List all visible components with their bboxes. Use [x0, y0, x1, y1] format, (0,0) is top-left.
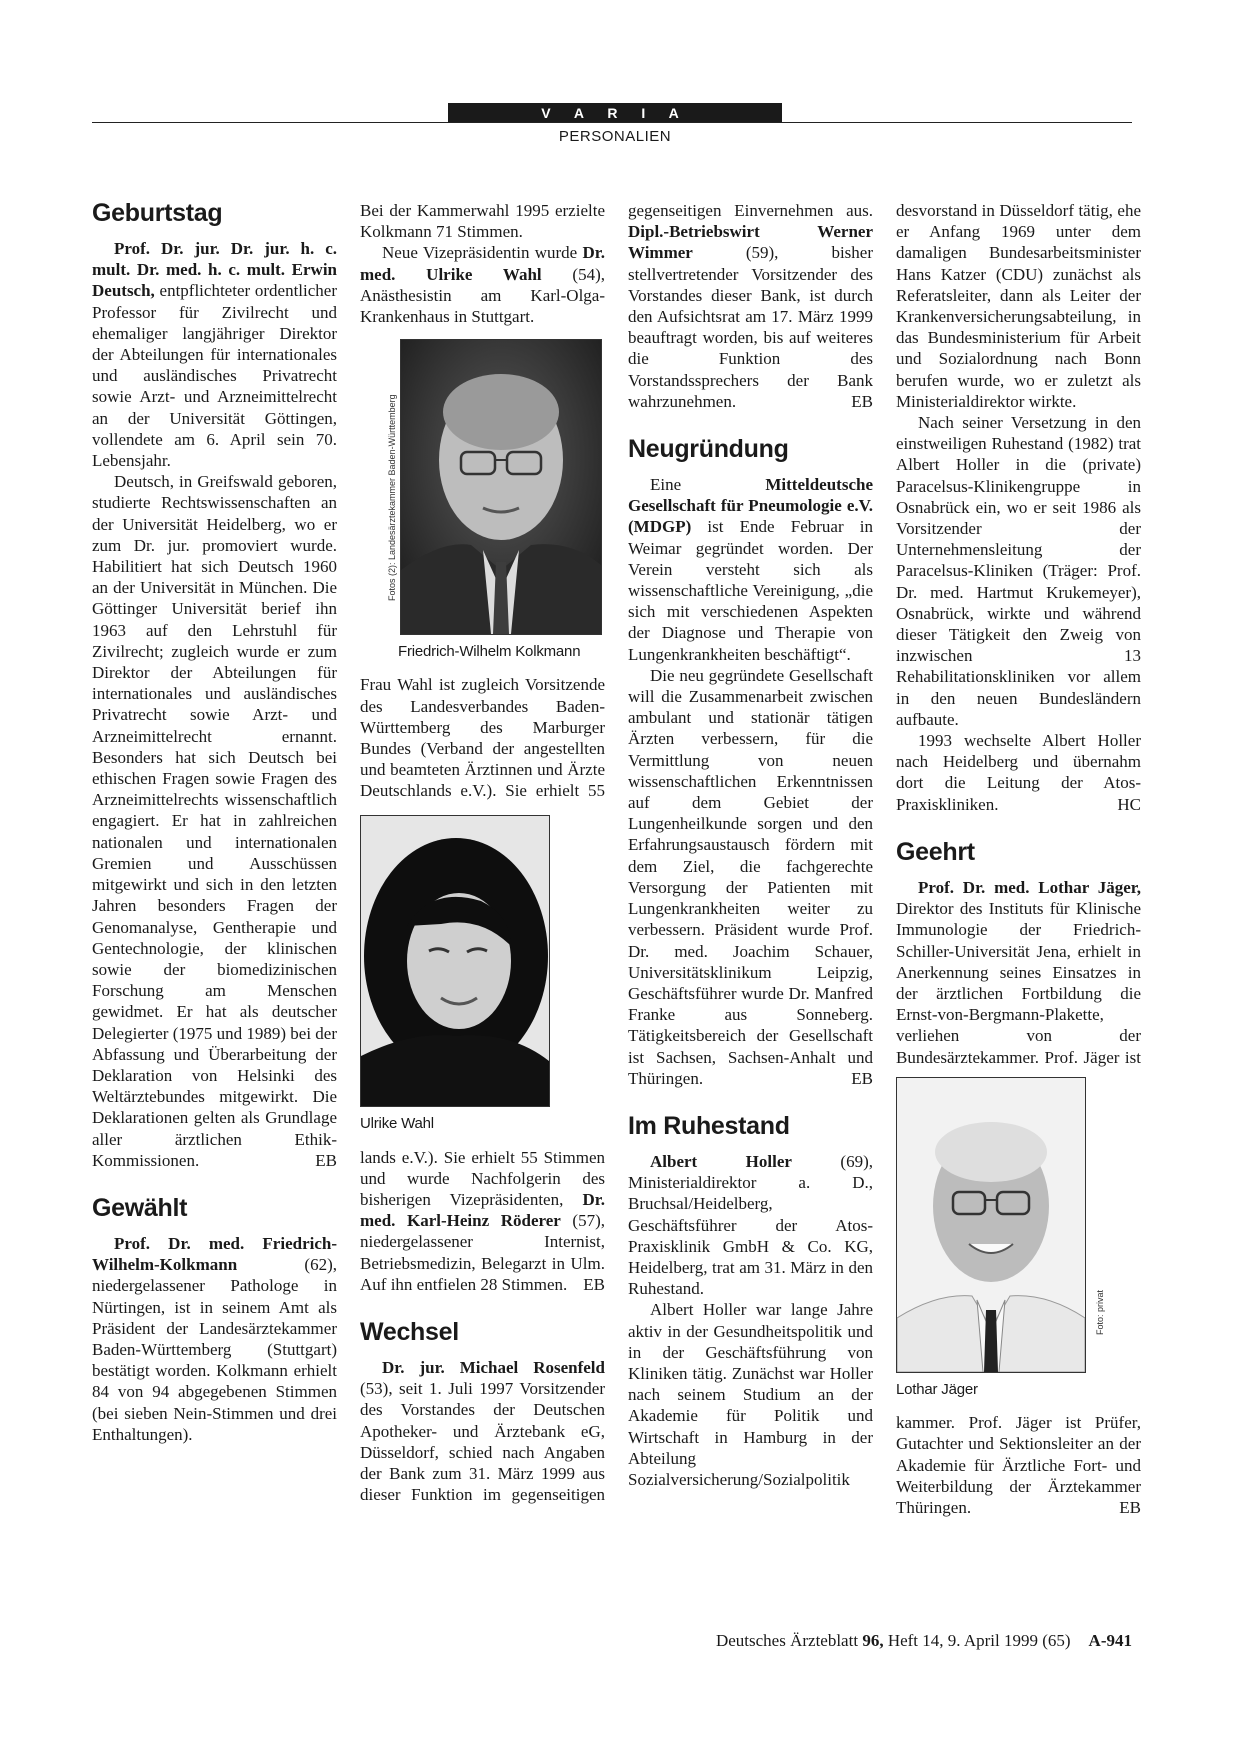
ruhestand-p3: Nach seiner Versetzung in den einstweiligen Ruhestand (1982) trat Albert Holler in die (private) Paracelsus-Klinikengruppe in Osnabrück ein, wo er seit 1986 als Vorsitzender der Unternehmensleitung der Paracelsus-Kliniken (Träger: Prof. Dr. med. Hartmut Krukemeyer), Osnabrück, wirkte und während dieser Tätigkeit den Zweig von inzwischen 13 Rehabilitationskliniken vor allem in den neuen Bundesländern aufbaute.	[896, 413, 1141, 729]
heading-geehrt: Geehrt	[896, 837, 975, 866]
column-4	[896, 200, 1141, 1518]
neugruendung-p2: Die neu gegründete Gesellschaft will die Zusammenarbeit zwischen ambulant und stationär tätigen Ärzten verbessern, für die Vermittlung von neuen wissenschaftlichen Erkenntnissen auf dem Gebiet der Lungenheilkunde sorgen und den Erfahrungsaustausch fördern mit dem Ziel, die fachgerechte Versorgung der Patienten mit Lungenkrankheiten weiter zu verbessern. Präsident wurde Prof. Dr. med. Joachim Schauer, Universitätsklinikum Leipzig, Geschäftsführer wurde Dr. Manfred Franke aus Sonneberg. Tätigkeitsbereich der Gesellschaft ist Sachsen, Sachsen-Anhalt und Thüringen. EB	[628, 665, 873, 1088]
wechsel-p1: Dr. jur. Michael Rosenfeld (53), seit 1. Juli 1997 Vorsitzender des Vorstandes der Deutschen Apotheker- und Ärztebank eG, Düsseldorf, schied nach Angaben der Bank zum 31. März 1999 aus dieser Funktion im gegenseitigen	[360, 1358, 605, 1505]
column-1	[92, 200, 337, 1445]
gewaehlt-p4-end: lands e.V.). Sie erhielt 55 Stimmen und wurde Nachfolgerin des bisherigen Vizepräsidenten, Dr. med. Karl-Heinz Röderer (57), niedergelassener Internist, Betriebsmedizin, Belegarzt in Ulm. Auf ihn entfielen 28 Stimmen. EB	[360, 1147, 605, 1294]
author-signature: HC	[1117, 794, 1141, 814]
ruhestand-p1: Albert Holler (69), Ministerialdirektor a. D., Bruchsal/Heidelberg, Geschäftsführer der Atos-Praxisklinik GmbH & Co. KG, Heidelberg, trat am 31. März in den Ruhestand.	[628, 1151, 874, 1299]
photo-credit-jaeger: Foto: privat	[1095, 1289, 1105, 1335]
column-3	[628, 200, 873, 1489]
wechsel-p1-cont: gegenseitigen Einvernehmen aus. Dipl.-Betriebswirt Werner Wimmer (59), bisher stellvertretender Vorsitzender des Vorstandes dieser Bank, ist durch den Aufsichtsrat am 17. März 1999 beauftragt worden, bis auf weiteres die Funktion des Vorstandssprechers der Bank wahrzunehmen. EB	[628, 201, 873, 411]
footer-journal: Deutsches Ärzteblatt	[715, 1631, 863, 1650]
neugruendung-p1: Eine Mitteldeutsche Gesellschaft für Pneumologie e.V. (MDGP) ist Ende Februar in Weimar gegründet worden. Der Verein versteht sich als wissenschaftliche Vereinigung, „die sich mit verschiedenen Aspekten der Diagnose und Therapie von Lungenkrankheiten beschäftigt“.	[628, 475, 873, 664]
photo-kolkmann	[400, 339, 602, 635]
heading-wechsel: Wechsel	[360, 1318, 459, 1347]
page-footer	[716, 1631, 1132, 1651]
gewaehlt-p2: Bei der Kammerwahl 1995 erzielte Kolkmann 71 Stimmen.	[360, 201, 605, 242]
gewaehlt-p1: Prof. Dr. med. Friedrich-Wilhelm-Kolkmann (62), niedergelassener Pathologe in Nürtingen, ist in seinem Amt als Präsident der Landesärztekammer Baden-Württemberg (Stuttgart) bestätigt worden. Kolkmann erhielt 84 von 94 abgegebenen Stimmen (bei sieben Nein-Stimmen und drei Enthaltungen).	[92, 1233, 337, 1444]
geehrt-p1: Prof. Dr. med. Lothar Jäger, Direktor des Instituts für Klinische Immunologie der Friedrich-Schiller-Universität Jena, erhielt in Anerkennung seines Einsatzes in der ärztlichen Fortbildung die Ernst-von-Bergmann-Plakette, verliehen von der Bundesärztekammer. Prof. Jäger ist	[896, 877, 1141, 1067]
photo-credit-kolkmann: Fotos (2): Landesärztekammer Baden-Württemberg	[387, 394, 397, 602]
page-number: A-941	[1088, 1631, 1132, 1650]
heading-geburtstag: Geburtstag	[92, 199, 223, 227]
gewaehlt-p4-start: Frau Wahl ist zugleich Vorsitzende des Landesverbandes Baden-Württemberg des Marburger Bundes (Verband der angestellten und beamteten Ärztinnen und Ärzte Deutschlands e.V.). Sie erhielt 55	[360, 675, 605, 801]
heading-neugruendung: Neugründung	[628, 435, 789, 464]
caption-kolkmann: Friedrich-Wilhelm Kolkmann	[398, 643, 581, 661]
section-banner: V A R I A	[448, 103, 782, 123]
photo-wahl	[360, 815, 550, 1107]
geehrt-p1-cont: kammer. Prof. Jäger ist Prüfer, Gutachter und Sektionsleiter an der Akademie für Ärztliche Fort- und Weiterbildung der Ärztekammer Thüringen. EB	[896, 1413, 1141, 1517]
photo-jaeger	[896, 1077, 1086, 1373]
heading-ruhestand: Im Ruhestand	[628, 1111, 790, 1140]
author-signature: EB	[315, 1150, 337, 1170]
caption-jaeger: Lothar Jäger	[896, 1380, 978, 1398]
author-signature: EB	[851, 1068, 873, 1088]
gewaehlt-p3: Neue Vizepräsidentin wurde Dr. med. Ulrike Wahl (54), Anästhesistin am Karl-Olga-Krankenhaus in Stuttgart.	[360, 243, 605, 327]
header-rule	[92, 122, 1132, 123]
footer-issue: Heft 14, 9. April 1999 (65)	[883, 1631, 1071, 1650]
caption-wahl: Ulrike Wahl	[360, 1115, 434, 1133]
author-signature: EB	[1119, 1497, 1141, 1517]
ruhestand-p2-cont: desvorstand in Düsseldorf tätig, ehe er Anfang 1969 unter dem damaligen Bundesarbeitsminister Hans Katzer (CDU) zunächst als Referatsleiter, dann als Leiter der Krankenversicherungsabteilung, in das Bundesministerium für Arbeit und Sozialordnung nach Bonn berufen wurde, wo er zuletzt als Ministerialdirektor wirkte.	[896, 201, 1141, 411]
heading-gewaehlt: Gewählt	[92, 1193, 188, 1222]
geburtstag-p2: Deutsch, in Greifswald geboren, studierte Rechtswissenschaften an der Universität Heidelberg, wo er zum Dr. jur. promoviert wurde. Habilitiert hat sich Deutsch 1960 an der Universität in München. Die Göttinger Universität berief ihn 1963 auf den Lehrstuhl für Zivilrecht; zugleich wurde er zum Direktor der Abteilungen für internationales und ausländisches Privatrecht sowie Arzt- und Arzneimittelrecht ernannt. Besonders hat sich Deutsch bei ethischen Fragen sowie Fragen des Arzneimittelrechts wissenschaftlich engagiert. Er hat in zahlreichen nationalen und internationalen Gremien und Ausschüssen mitgewirkt und sich in den letzten Jahren besonders Fragen der Genomanalyse, Gentherapie und Gentechnologie, der klinischen sowie der biomedizinischen Forschung am Menschen gewidmet. Er hat als deutscher Delegierter (1975 und 1989) bei der Abfassung und Überarbeitung der Deklaration von Helsinki des Weltärztebundes mitgewirkt. Die Deklarationen gelten als Grundlage aller ärztlichen Ethik-Kommissionen. EB	[92, 472, 337, 1170]
author-signature: EB	[851, 391, 873, 411]
ruhestand-p4: 1993 wechselte Albert Holler nach Heidelberg und übernahm dort die Leitung der Atos-Praxiskliniken. HC	[896, 731, 1141, 814]
author-signature: EB	[583, 1274, 605, 1294]
footer-volume: 96,	[862, 1631, 884, 1650]
column-2	[360, 200, 605, 1505]
section-subtitle: PERSONALIEN	[558, 128, 672, 145]
ruhestand-p2-start: Albert Holler war lange Jahre aktiv in der Gesundheitspolitik und in der Geschäftsführung von Kliniken tätig. Zunächst war Holler nach seinem Studium an der Akademie für Politik und Wirtschaft in Hamburg in der Abteilung Sozialversicherung/Sozialpolitik	[628, 1300, 873, 1489]
geburtstag-p1: Prof. Dr. jur. Dr. jur. h. c. mult. Dr. med. h. c. mult. Erwin Deutsch, entpflichteter ordentlicher Professor für Zivilrecht und ehemaliger langjähriger Direktor der Abteilungen für internationales und ausländisches Privatrecht sowie Arzt- und Arzneimittelrecht an der Universität Göttingen, vollendete am 6. April sein 70. Lebensjahr.	[92, 239, 337, 471]
